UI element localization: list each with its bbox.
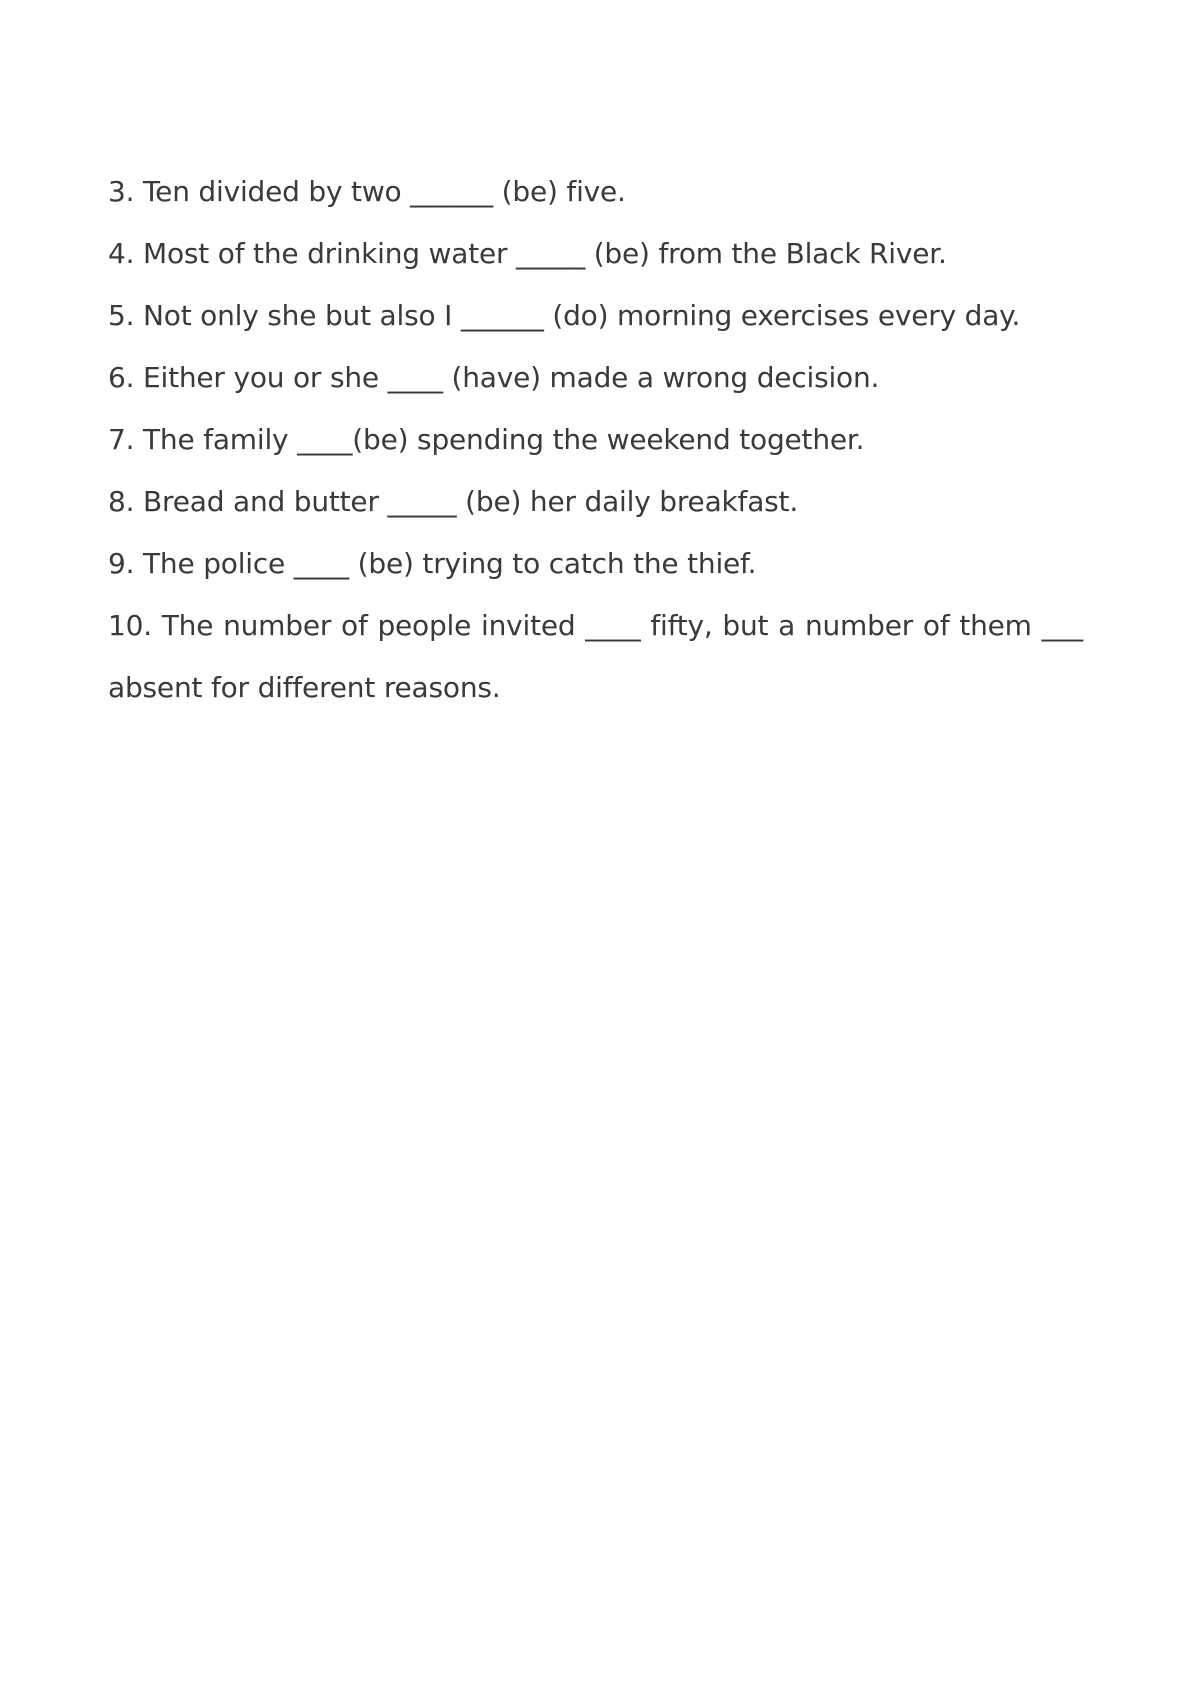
exercise-item-8: 8. Bread and butter _____ (be) her daily breakfast.	[108, 485, 799, 518]
exercise-item-7: 7. The family ____(be) spending the weekend together.	[108, 423, 865, 456]
exercise-item-3: 3. Ten divided by two ______ (be) five.	[108, 175, 626, 208]
exercise-item-4: 4. Most of the drinking water _____ (be) from the Black River.	[108, 237, 947, 270]
exercise-item-10: 10. The number of people invited ____ fifty, but a number of them ___ absent for different reasons.	[108, 609, 1083, 704]
exercise-item-9: 9. The police ____ (be) trying to catch the thief.	[108, 547, 757, 580]
exercise-item-6: 6. Either you or she ____ (have) made a wrong decision.	[108, 361, 880, 394]
exercise-list	[108, 161, 1083, 719]
exercise-item-5: 5. Not only she but also I ______ (do) morning exercises every day.	[108, 299, 1021, 332]
